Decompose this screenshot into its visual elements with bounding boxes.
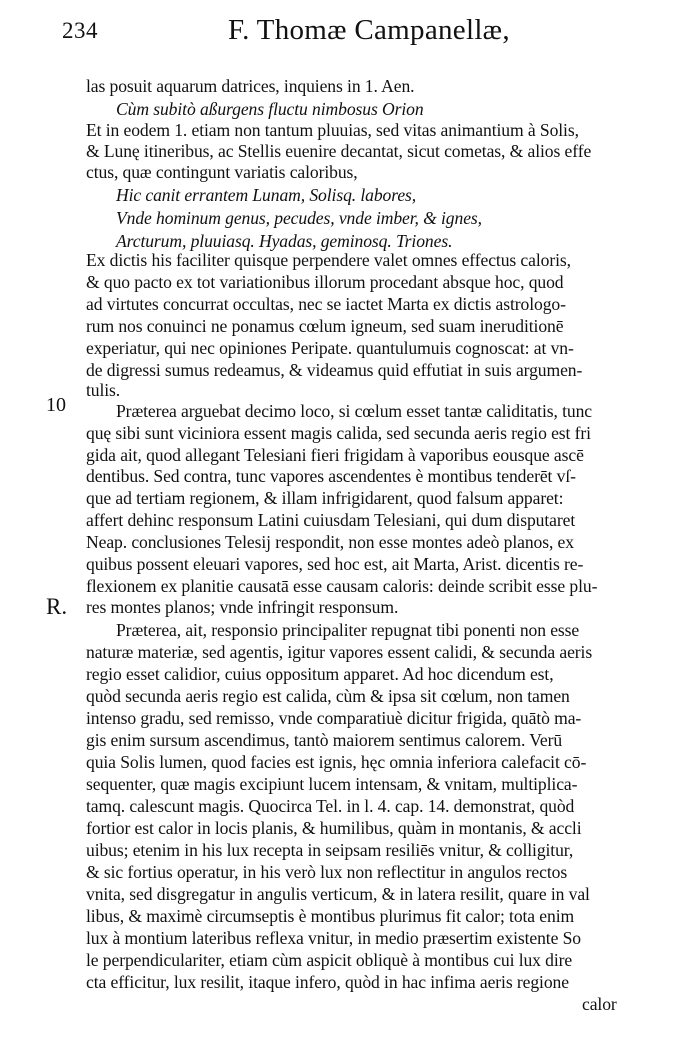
- verse-line: Cùm subitò aßurgens fluctu nimbosus Orion: [116, 99, 424, 119]
- catchword: calor: [582, 994, 617, 1014]
- margin-letter: R.: [46, 594, 68, 619]
- text-line: quibus possent eleuari vapores, sed hoc est, ait Marta, Arist. dicentis re-: [86, 554, 584, 574]
- page-header: [62, 14, 622, 54]
- text-line: res montes planos; vnde infringit responsum.: [86, 597, 399, 617]
- text-line: Præterea, ait, responsio principaliter repugnat tibi ponenti non esse: [116, 620, 580, 640]
- text-line: gis enim sursum ascendimus, tantò maiorem sentimus calorem. Verū: [86, 730, 563, 750]
- text-line: regio esset calidior, cuius oppositum apparet. Ad hoc dicendum est,: [86, 664, 554, 684]
- text-line: le perpendiculariter, etiam cùm aspicit obliquè à montibus cui lux dire: [86, 950, 573, 970]
- text-line: Neap. conclusiones Telesij respondit, non esse montes adeò planos, ex: [86, 532, 574, 552]
- verse-line: Vnde hominum genus, pecudes, vnde imber, & ignes,: [116, 208, 482, 228]
- text-line: uibus; etenim in his lux recepta in seipsam resiliēs vnitur, & colligitur,: [86, 840, 574, 860]
- text-line: libus, & maximè circumseptis è montibus plurimus fit calor; tota enim: [86, 906, 575, 926]
- text-line: gida ait, quod allegant Telesiani fieri frigidam à vaporibus eousque ascē: [86, 445, 584, 465]
- text-line: dentibus. Sed contra, tunc vapores ascendentes è montibus tenderēt vſ-: [86, 466, 576, 486]
- text-line: vnita, sed disgregatur in angulis verticum, & in latera resilit, quare in val: [86, 884, 590, 904]
- text-line: quia Solis lumen, quod facies est ignis, hęc omnia inferiora calefacit cō-: [86, 752, 587, 772]
- text-line: que ad tertiam regionem, & illam infrigidarent, quod falsum apparet:: [86, 488, 564, 508]
- text-line: de digressi sumus redeamus, & videamus quid effutiat in suis argumen-: [86, 360, 583, 380]
- text-line: intenso gradu, sed remisso, vnde comparatiuè dicitur frigida, quātò ma-: [86, 708, 582, 728]
- text-line: & quo pacto ex tot variationibus illorum procedant absque hoc, quod: [86, 272, 564, 292]
- text-line: lux à montium lateribus reflexa vnitur, in medio præsertim existente So: [86, 928, 581, 948]
- text-line: ctus, quæ contingunt variatis caloribus,: [86, 162, 358, 182]
- verse-line: Hic canit errantem Lunam, Solisq. labores,: [116, 185, 417, 205]
- text-line: Et in eodem 1. etiam non tantum pluuias, sed vitas animantium à Solis,: [86, 120, 579, 140]
- text-line: tamq. calescunt magis. Quocirca Tel. in l. 4. cap. 14. demonstrat, quòd: [86, 796, 575, 816]
- text-line: experiatur, qui nec opiniones Peripate. quantulumuis cognoscat: at vn-: [86, 338, 574, 358]
- text-line: cta efficitur, lux resilit, itaque infero, quòd in hac infima aeris regione: [86, 972, 569, 992]
- text-line: Ex dictis his faciliter quisque perpendere valet omnes effectus caloris,: [86, 250, 571, 270]
- text-line: las posuit aquarum datrices, inquiens in 1. Aen.: [86, 76, 415, 96]
- text-line: & Lunę itineribus, ac Stellis euenire decantat, sicut cometas, & alios effe: [86, 141, 592, 161]
- text-line: sequenter, quæ magis excipiunt lucem intensam, & vnitam, multiplica-: [86, 774, 578, 794]
- text-line: quòd secunda aeris regio est calida, cùm & ipsa sit cœlum, non tamen: [86, 686, 570, 706]
- text-line: affert dehinc responsum Latini cuiusdam Telesiani, qui dum disputaret: [86, 510, 576, 530]
- page-number: 234: [62, 18, 98, 43]
- text-line: Præterea arguebat decimo loco, si cœlum esset tantæ caliditatis, tunc: [116, 401, 592, 421]
- text-line: & sic fortius operatur, in his verò lux non reflectitur in angulos rectos: [86, 862, 568, 882]
- text-line: flexionem ex planitie causatā esse causam caloris: deinde scribit esse plu-: [86, 576, 598, 596]
- text-line: quę sibi sunt viciniora essent magis calida, sed secunda aeris regio est fri: [86, 423, 591, 443]
- text-line: rum nos conuinci ne ponamus cœlum igneum, sed suam ineruditionē: [86, 316, 564, 336]
- text-line: tulis.: [86, 380, 121, 400]
- text-line: naturæ materiæ, sed agentis, igitur vapores essent calidi, & secunda aeris: [86, 642, 593, 662]
- running-head: F. Thomæ Campanellæ,: [228, 14, 510, 46]
- text-line: fortior est calor in locis planis, & humilibus, quàm in montanis, & accli: [86, 818, 582, 838]
- text-line: ad virtutes concurrat occultas, nec se iactet Marta ex dictis astrologo-: [86, 294, 566, 314]
- verse-line: Arcturum, pluuiasq. Hyadas, geminosq. Triones.: [116, 231, 453, 251]
- margin-line-number: 10: [46, 394, 66, 416]
